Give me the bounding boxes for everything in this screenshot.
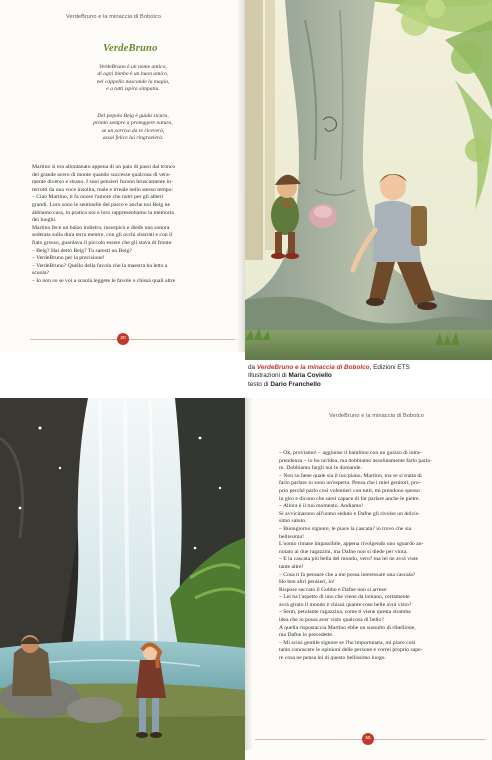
- publisher: , Edizioni ETS: [369, 364, 410, 371]
- text-line: Ho ben altri pensieri, io!: [279, 579, 335, 586]
- text-line: tanto conoscere le opinioni delle persone e vorrei proprio sape-: [279, 647, 423, 654]
- text-line: L'uomo rimase impassibile, appena rivolgendo uno sguardo an-: [279, 541, 424, 548]
- text-line: fiato grosso, guardava il piccolo essere che gli stava di fronte:: [32, 239, 173, 246]
- poem-stanza-2: [58, 113, 208, 143]
- text-line: sederata sulla dura terra mentre, con gli occhi sbarrati e con il: [32, 232, 173, 239]
- text-line: – È la cascata più bella del mondo, vero? ma lei ne avrà viste: [279, 556, 418, 563]
- text-line: tante altre!: [279, 563, 304, 570]
- author-name: Dario Franchello: [270, 380, 321, 388]
- text-line: – VerdeBruno? Quello della favola che la maestra ha letto a: [32, 262, 168, 269]
- left-page: [0, 0, 245, 352]
- text-line: in giro e dicono che sarei capace di far parlare anche le pietre.: [279, 495, 421, 502]
- running-head: VerdeBruno e la minaccia di Bobolco: [329, 413, 424, 419]
- body-text-left: [32, 164, 232, 286]
- text-line: re cosa ne pensa lei di questo bellissimo luogo.: [279, 655, 386, 662]
- poem-line: pronto sempre a proteggere natura,: [93, 120, 173, 127]
- text-line: farlo parlare io sono un'esperta. Pensa che i miei genitori, pro-: [279, 480, 421, 487]
- text-line: terrotti da una voce insolita, reale e irreale nello stesso tempo:: [32, 186, 174, 193]
- text-line: idea che io possa aver visto qualcosa di bello?: [279, 617, 384, 624]
- gutter-shadow: [237, 0, 245, 352]
- text-line: Rispose seccato il Gobbo e Dafne non si arrese:: [279, 586, 388, 593]
- text-line: avrà girato il mondo e chissà quante cose belle avrà visto?: [279, 601, 412, 608]
- text-line: – Allora è il tuo momento. Andiamo!: [279, 503, 364, 510]
- book-caption: [248, 364, 488, 389]
- top-spread: [0, 0, 492, 360]
- text-line: – Ciao Martino, ti fa onore l'amore che nutri per gli alberi: [32, 194, 164, 201]
- text-line: simo saluto.: [279, 518, 307, 525]
- text-line: – Senti, petulante ragazzina, come ti viene questa stramba: [279, 609, 411, 616]
- text-line: mente diverso e strano. I suoi pensieri furono bruscamente in-: [32, 179, 173, 186]
- gutter-shadow: [245, 398, 253, 750]
- caption-line-title: [248, 364, 488, 372]
- text-line: dei luoghi.: [32, 217, 57, 224]
- text-line: – Non so bene quale sia il tuo piano, Martino, ma se si tratta di: [279, 472, 422, 479]
- text-line: – Cosa ti fa pensare che a me possa interessare una cascata?: [279, 571, 416, 578]
- text-line: – VerdeBruno per la precisione!: [32, 255, 105, 262]
- body-text-right: [279, 450, 479, 663]
- poem-stanza-1: [58, 64, 208, 94]
- running-head: VerdeBruno e la minaccia di Bobolco: [66, 14, 161, 20]
- text-line: – Buongiorno signore, le piace la cascata? io trovo che sia: [279, 525, 412, 532]
- caption-prefix: da: [248, 364, 257, 371]
- verdebruno-logo: VerdeBruno: [103, 43, 158, 54]
- poem-line: e a tutti ispira simpatia.: [106, 86, 160, 93]
- text-line: – Mi scusi gentile signore se l'ho importunata, mi piace così: [279, 639, 416, 646]
- text-line: prendenza – io ho un'idea, ma dobbiamo assolutamente farlo parla-: [279, 457, 432, 464]
- text-line: abbiamo cura, in pratica noi e loro rappresentiamo la memoria: [32, 209, 174, 216]
- illustration-forest-tree: [245, 0, 492, 360]
- caption-line-author: [248, 381, 488, 389]
- poem-line: se un sorriso da te riceverà,: [101, 127, 165, 134]
- poem-line: VerdeBruno è un nome antico,: [99, 64, 167, 70]
- text-line: prio perché parlo così volentieri con tutti, mi prendono spesso: [279, 487, 420, 494]
- poem-line: Del popolo Beig è guida sicura,: [97, 113, 169, 119]
- text-line: – Ok, proviamo! – aggiunse il bambino con un guizzo di intra-: [279, 450, 422, 456]
- text-line: A quella rispostaccia Martino ebbe un sussulto di ribellione,: [279, 624, 416, 631]
- illustration-waterfall: [0, 398, 245, 760]
- text-line: – Lei ha l'aspetto di uno che viene da lontano, certamente: [279, 594, 410, 601]
- text-label: testo di: [248, 380, 271, 388]
- text-line: ma Dafne lo precedette.: [279, 632, 334, 639]
- right-page: [245, 398, 492, 760]
- text-line: del grande acero di monte quando successe qualcosa di vera-: [32, 171, 171, 178]
- waterfall-illustration-image: [0, 398, 245, 760]
- page-number: 20: [117, 333, 129, 345]
- caption-line-illustrator: [248, 372, 488, 380]
- poem-line: nel cappello nasconde la magia,: [96, 78, 170, 85]
- text-line: – Beig? Hai detto Beig? Tu saresti un Beig?: [32, 247, 132, 254]
- text-line: Si avvicinarono all'uomo seduto e Dafne gli rivolse un dolcis-: [279, 510, 420, 517]
- poem-line: di ogni bimbo è un buon amico,: [97, 71, 169, 78]
- text-line: scuola?: [32, 270, 50, 277]
- text-line: – Io non so se voi a scuola leggete le favole o chissà quali altre: [32, 277, 176, 284]
- page-divider: [30, 339, 235, 340]
- illustrator-name: Maria Coviello: [288, 372, 332, 380]
- text-line: grandi. Loro sono le sentinelle del parco e anche noi Beig ne: [32, 201, 171, 208]
- text-line: Martino fece un balzo indietro, incespicò e diede una sonora: [32, 224, 170, 231]
- page-number: 55: [362, 733, 374, 745]
- book-title: VerdeBruno e la minaccia di Bobolco: [256, 364, 370, 371]
- poem-line: assai felice lui ringrazierà.: [102, 135, 164, 142]
- illustrations-label: Illustrazioni di: [248, 372, 289, 380]
- text-line: noiato ai due ragazzini, ma Dafne non si diede per vinta.: [279, 548, 408, 555]
- text-line: Martino si era allontanato appena di un paio di passi dal tronco: [32, 164, 176, 170]
- text-line: re. Dobbiamo fargli noi le domande.: [279, 465, 362, 472]
- text-line: bellissima!: [279, 533, 304, 540]
- forest-illustration-image: [245, 0, 492, 360]
